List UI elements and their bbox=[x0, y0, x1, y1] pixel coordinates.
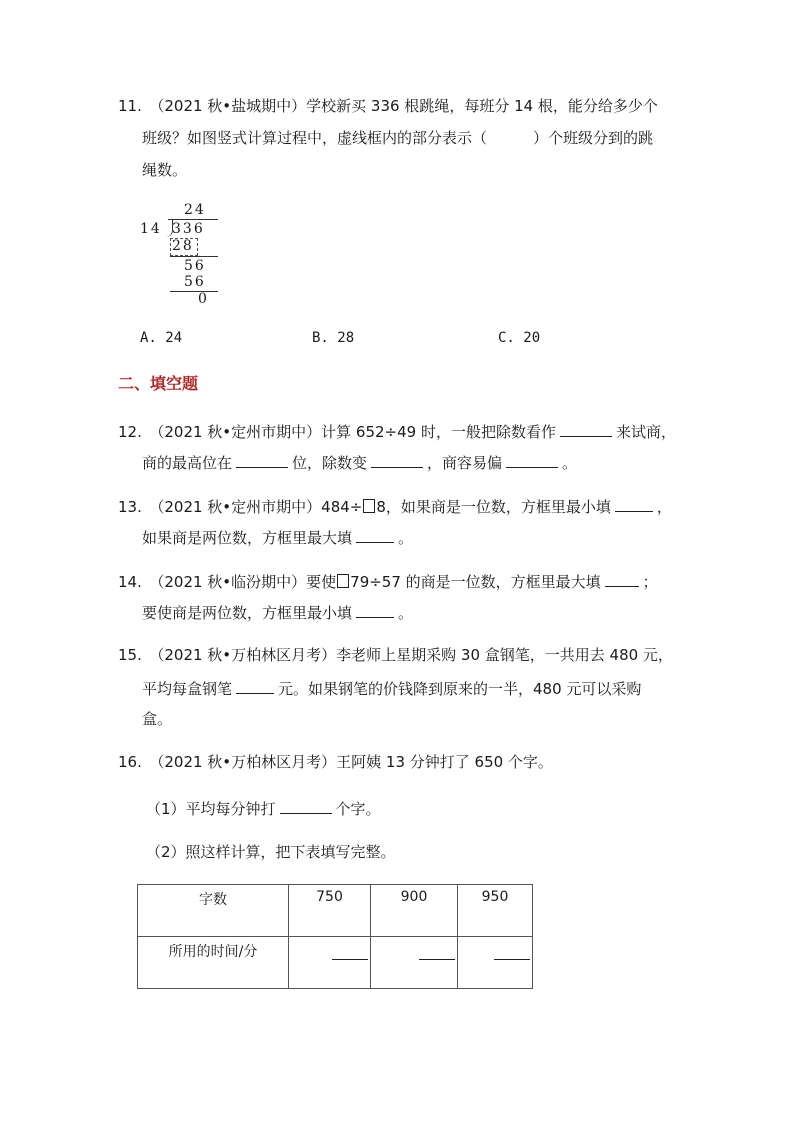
q12-blank3[interactable] bbox=[371, 451, 423, 468]
q15-line1: 15. （2021 秋•万柏林区月考）李老师上星期采购 30 盒钢笔，一共用去 480 元， bbox=[118, 646, 673, 664]
step1-product: 28 bbox=[172, 238, 194, 254]
table-blank-2[interactable] bbox=[419, 959, 455, 960]
division-bar bbox=[168, 219, 218, 220]
q15-text2: 元。如果钢笔的价钱降到原来的一半，480 元可以采购 bbox=[278, 680, 642, 698]
q12-text5: ，商容易偏 bbox=[427, 454, 503, 472]
table-blank-cell[interactable] bbox=[371, 937, 458, 989]
q14-line2 bbox=[142, 601, 413, 623]
q12-text4: 位，除数变 bbox=[292, 454, 368, 472]
section-title: 二、填空题 bbox=[118, 374, 199, 393]
divisor: 14 bbox=[140, 221, 162, 237]
q14-line1 bbox=[118, 570, 658, 592]
q12-blank4[interactable] bbox=[506, 451, 558, 468]
table-value-750: 750 bbox=[289, 885, 371, 937]
table-row bbox=[138, 885, 533, 937]
option-a[interactable]: A. 24 bbox=[140, 330, 183, 346]
q16-blank1[interactable] bbox=[280, 797, 332, 814]
q12-blank2[interactable] bbox=[236, 451, 288, 468]
q15-blank1[interactable] bbox=[236, 677, 274, 694]
quotient: 24 bbox=[184, 202, 206, 218]
q13-text4: 如果商是两位数，方框里最大填 bbox=[142, 529, 353, 547]
q11-line1: 11. （2021 秋•盐城期中）学校新买 336 根跳绳，每班分 14 根，能分给多少个 bbox=[118, 97, 658, 115]
table-blank-cell[interactable] bbox=[458, 937, 533, 989]
remainder1: 56 bbox=[184, 258, 206, 274]
table-blank-3[interactable] bbox=[494, 959, 530, 960]
step2-line bbox=[170, 291, 218, 292]
step1-line bbox=[170, 256, 218, 257]
q12-text6: 。 bbox=[562, 454, 578, 472]
dividend: 336 bbox=[172, 221, 205, 237]
table-row bbox=[138, 937, 533, 989]
q13-blank1[interactable] bbox=[615, 495, 653, 512]
q16-sub1 bbox=[146, 797, 381, 819]
q14-box bbox=[337, 574, 349, 588]
q11-line2-text: 班级？如图竖式计算过程中，虚线框内的部分表示（ bbox=[142, 129, 488, 147]
q14-text1: 14. （2021 秋•临汾期中）要使 bbox=[118, 573, 337, 591]
q11-line3: 绳数。 bbox=[142, 161, 188, 179]
q13-line2 bbox=[142, 526, 413, 548]
option-b[interactable]: B. 28 bbox=[312, 330, 355, 346]
table-blank-1[interactable] bbox=[332, 959, 368, 960]
q14-text3: ； bbox=[642, 573, 658, 591]
q16-sub1-text: （1）平均每分钟打 bbox=[146, 800, 276, 818]
q16-sub2: （2）照这样计算，把下表填写完整。 bbox=[146, 843, 396, 861]
table-value-900: 900 bbox=[371, 885, 458, 937]
q14-text2: 79÷57 的商是一位数，方框里最大填 bbox=[350, 573, 601, 591]
q16-table bbox=[137, 884, 533, 989]
q13-text3: ， bbox=[656, 498, 672, 516]
table-blank-cell[interactable] bbox=[289, 937, 371, 989]
q12-text1: 12. （2021 秋•定州市期中）计算 652÷49 时，一般把除数看作 bbox=[118, 423, 556, 441]
q11-line2 bbox=[142, 128, 653, 148]
q13-text1: 13. （2021 秋•定州市期中）484÷ bbox=[118, 498, 363, 516]
table-header-wordcount: 字数 bbox=[138, 885, 289, 937]
q16-sub1-tail: 个字。 bbox=[335, 800, 381, 818]
step2-product: 56 bbox=[184, 274, 206, 290]
q12-blank1[interactable] bbox=[560, 420, 612, 437]
remainder2: 0 bbox=[198, 291, 209, 307]
q13-blank2[interactable] bbox=[356, 526, 394, 543]
long-division-figure bbox=[140, 200, 230, 310]
q15-text1: 平均每盒钢笔 bbox=[142, 680, 233, 698]
q15-line2 bbox=[142, 677, 641, 699]
q16-line1: 16. （2021 秋•万柏林区月考）王阿姨 13 分钟打了 650 个字。 bbox=[118, 753, 553, 771]
q12-text2: 来试商， bbox=[615, 423, 676, 441]
q12-line2 bbox=[142, 451, 577, 473]
table-value-950: 950 bbox=[458, 885, 533, 937]
q12-text3: 商的最高位在 bbox=[142, 454, 233, 472]
q13-line1 bbox=[118, 495, 672, 517]
q14-text5: 。 bbox=[398, 604, 414, 622]
q13-text2: 8，如果商是一位数，方框里最小填 bbox=[376, 498, 611, 516]
table-header-time: 所用的时间/分 bbox=[138, 937, 289, 989]
q15-line3: 盒。 bbox=[142, 710, 173, 728]
q11-line2-tail: ）个班级分到的跳 bbox=[533, 129, 654, 147]
q12-line1 bbox=[118, 420, 676, 442]
q14-text4: 要使商是两位数，方框里最小填 bbox=[142, 604, 353, 622]
q13-text5: 。 bbox=[398, 529, 414, 547]
q14-blank2[interactable] bbox=[356, 601, 394, 618]
option-c[interactable]: C. 20 bbox=[498, 330, 541, 346]
q14-blank1[interactable] bbox=[605, 570, 639, 587]
q13-box bbox=[363, 499, 375, 513]
